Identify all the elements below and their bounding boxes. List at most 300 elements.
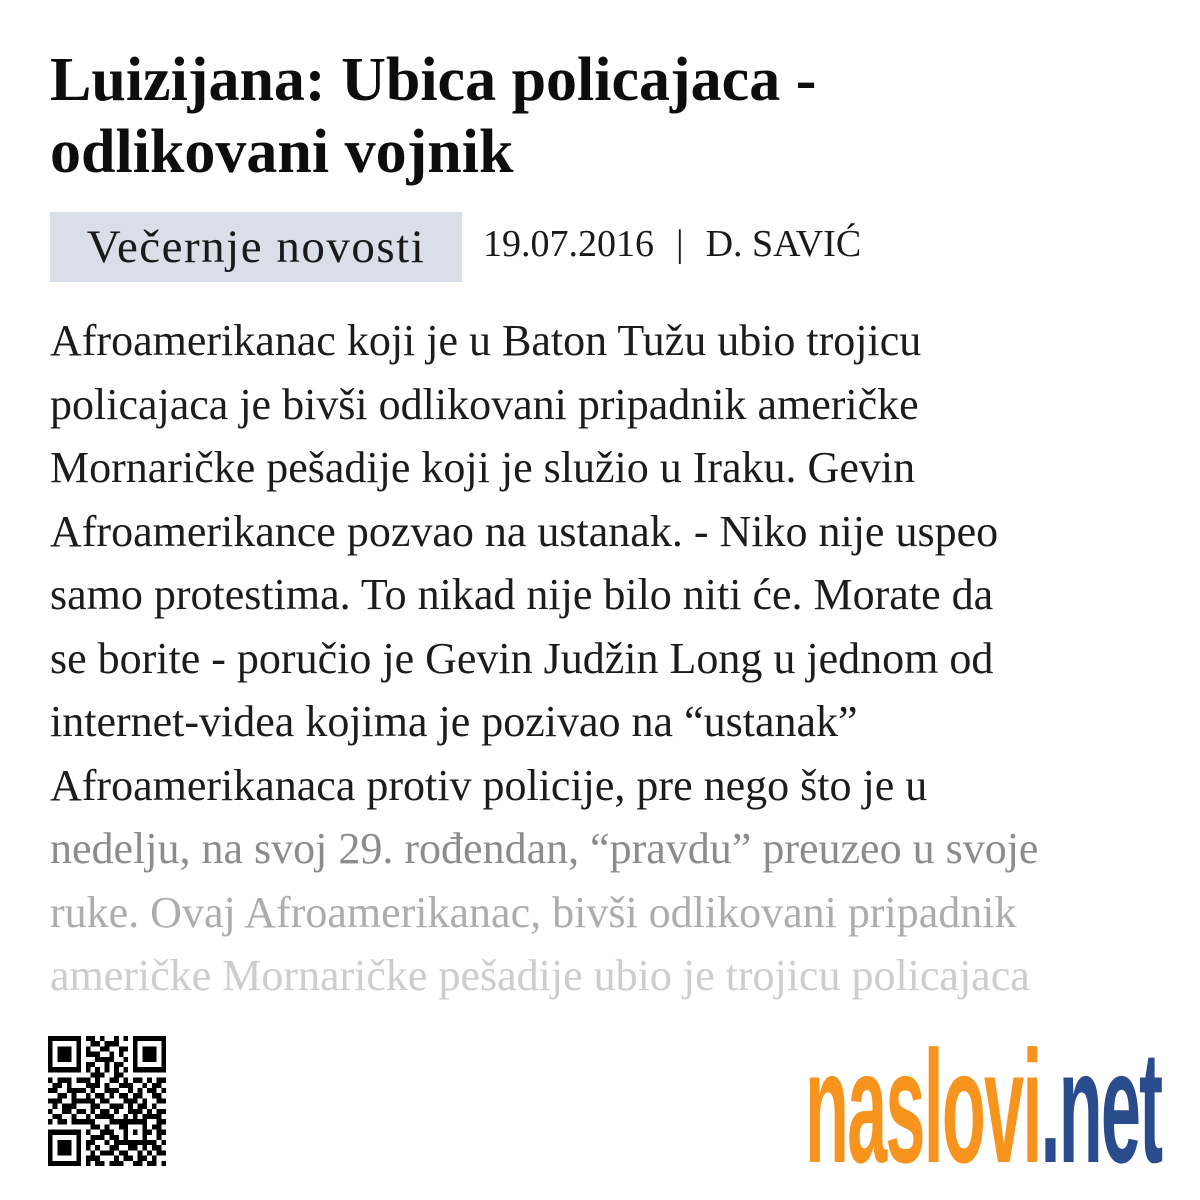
qr-module xyxy=(142,1156,147,1161)
qr-module xyxy=(133,1145,138,1150)
qr-module xyxy=(147,1150,152,1155)
qr-module xyxy=(95,1145,100,1150)
qr-module xyxy=(95,1041,100,1046)
qr-module xyxy=(86,1119,91,1124)
qr-module xyxy=(142,1046,147,1051)
qr-module xyxy=(86,1114,91,1119)
qr-module xyxy=(57,1057,62,1062)
qr-module xyxy=(105,1150,110,1155)
qr-module xyxy=(67,1036,72,1041)
qr-module xyxy=(90,1088,95,1093)
qr-module xyxy=(138,1078,143,1083)
qr-module xyxy=(109,1078,114,1083)
qr-module xyxy=(76,1046,81,1051)
qr-module xyxy=(57,1130,62,1135)
qr-module xyxy=(124,1057,129,1062)
qr-module xyxy=(72,1119,77,1124)
qr-module xyxy=(124,1156,129,1161)
qr-module xyxy=(62,1130,67,1135)
qr-module xyxy=(100,1135,105,1140)
qr-module xyxy=(138,1140,143,1145)
qr-module xyxy=(100,1036,105,1041)
qr-module xyxy=(138,1119,143,1124)
site-logo[interactable] xyxy=(805,1027,1175,1187)
qr-module xyxy=(147,1057,152,1062)
qr-module xyxy=(124,1083,129,1088)
qr-module xyxy=(100,1109,105,1114)
qr-module xyxy=(157,1067,162,1072)
qr-module xyxy=(133,1093,138,1098)
qr-module xyxy=(161,1062,166,1067)
body-line: nedelju, na svoj 29. rođendan, “pravdu” preuzeo u svoje xyxy=(50,824,1039,873)
qr-module xyxy=(138,1067,143,1072)
qr-module xyxy=(147,1078,152,1083)
logo-text-net: .net xyxy=(1040,1027,1162,1187)
qr-module xyxy=(124,1150,129,1155)
qr-module xyxy=(152,1156,157,1161)
qr-module xyxy=(86,1130,91,1135)
qr-module xyxy=(119,1104,124,1109)
qr-module xyxy=(48,1046,53,1051)
qr-module xyxy=(62,1150,67,1155)
qr-module xyxy=(142,1130,147,1135)
body-line: internet-videa kojima je pozivao na “ustanak” xyxy=(50,697,858,746)
qr-module xyxy=(124,1067,129,1072)
qr-module xyxy=(114,1088,119,1093)
qr-module xyxy=(76,1036,81,1041)
qr-module xyxy=(95,1156,100,1161)
qr-module xyxy=(90,1124,95,1129)
qr-module xyxy=(161,1130,166,1135)
qr-module xyxy=(147,1114,152,1119)
qr-module xyxy=(105,1109,110,1114)
qr-module xyxy=(48,1135,53,1140)
qr-module xyxy=(119,1083,124,1088)
qr-module xyxy=(109,1145,114,1150)
qr-code-icon xyxy=(48,1036,166,1166)
author-name: D. SAVIĆ xyxy=(705,223,862,265)
qr-module xyxy=(62,1093,67,1098)
qr-module xyxy=(133,1114,138,1119)
qr-module xyxy=(95,1093,100,1098)
qr-module xyxy=(161,1088,166,1093)
qr-module xyxy=(76,1078,81,1083)
qr-module xyxy=(100,1161,105,1166)
qr-module xyxy=(67,1067,72,1072)
qr-module xyxy=(109,1135,114,1140)
qr-module xyxy=(133,1036,138,1041)
qr-module xyxy=(86,1083,91,1088)
qr-module xyxy=(124,1124,129,1129)
qr-module xyxy=(53,1104,58,1109)
qr-module xyxy=(133,1078,138,1083)
qr-module xyxy=(76,1062,81,1067)
qr-module xyxy=(57,1114,62,1119)
qr-module xyxy=(48,1161,53,1166)
qr-module xyxy=(57,1093,62,1098)
body-line: ruke. Ovaj Afroamerikanac, bivši odlikovani pripadnik xyxy=(50,887,1017,937)
qr-module xyxy=(95,1052,100,1057)
qr-module xyxy=(100,1098,105,1103)
qr-module xyxy=(147,1052,152,1057)
qr-module xyxy=(72,1098,77,1103)
source-badge xyxy=(50,212,462,282)
qr-module xyxy=(62,1036,67,1041)
qr-module xyxy=(48,1098,53,1103)
article-headline xyxy=(50,44,816,188)
qr-module xyxy=(114,1145,119,1150)
qr-module xyxy=(142,1119,147,1124)
qr-module xyxy=(142,1140,147,1145)
qr-module xyxy=(48,1140,53,1145)
qr-module xyxy=(161,1140,166,1145)
qr-module xyxy=(161,1052,166,1057)
qr-module xyxy=(114,1104,119,1109)
qr-module xyxy=(152,1161,157,1166)
qr-module xyxy=(133,1140,138,1145)
qr-module xyxy=(86,1036,91,1041)
qr-module xyxy=(138,1088,143,1093)
qr-module xyxy=(76,1052,81,1057)
qr-module xyxy=(157,1124,162,1129)
qr-module xyxy=(57,1036,62,1041)
qr-module xyxy=(95,1083,100,1088)
qr-module xyxy=(109,1088,114,1093)
qr-module xyxy=(138,1150,143,1155)
qr-module xyxy=(157,1093,162,1098)
qr-module xyxy=(128,1083,133,1088)
qr-module xyxy=(119,1062,124,1067)
qr-module xyxy=(53,1114,58,1119)
qr-module xyxy=(86,1078,91,1083)
qr-module xyxy=(62,1145,67,1150)
qr-module xyxy=(128,1119,133,1124)
qr-module xyxy=(105,1057,110,1062)
qr-module xyxy=(152,1140,157,1145)
qr-module xyxy=(152,1114,157,1119)
qr-module xyxy=(128,1156,133,1161)
qr-module xyxy=(105,1124,110,1129)
qr-module xyxy=(72,1161,77,1166)
qr-module xyxy=(128,1109,133,1114)
qr-module xyxy=(114,1036,119,1041)
qr-module xyxy=(161,1098,166,1103)
qr-module xyxy=(95,1114,100,1119)
qr-module xyxy=(119,1119,124,1124)
qr-module xyxy=(67,1046,72,1051)
qr-module xyxy=(138,1104,143,1109)
qr-module xyxy=(157,1109,162,1114)
qr-module xyxy=(48,1078,53,1083)
publish-date: 19.07.2016 xyxy=(483,223,654,265)
qr-module xyxy=(114,1119,119,1124)
qr-module xyxy=(128,1088,133,1093)
qr-module xyxy=(100,1114,105,1119)
qr-module xyxy=(53,1067,58,1072)
qr-module xyxy=(157,1130,162,1135)
qr-module xyxy=(114,1109,119,1114)
qr-module xyxy=(62,1161,67,1166)
qr-module xyxy=(105,1098,110,1103)
qr-module xyxy=(76,1135,81,1140)
qr-module xyxy=(147,1140,152,1145)
qr-module xyxy=(138,1109,143,1114)
qr-module xyxy=(76,1088,81,1093)
qr-module xyxy=(138,1161,143,1166)
qr-module xyxy=(152,1088,157,1093)
qr-module xyxy=(161,1161,166,1166)
qr-module xyxy=(105,1083,110,1088)
qr-module xyxy=(90,1041,95,1046)
qr-module xyxy=(76,1140,81,1145)
qr-module xyxy=(48,1062,53,1067)
qr-module xyxy=(86,1052,91,1057)
qr-module xyxy=(72,1036,77,1041)
qr-module xyxy=(105,1114,110,1119)
qr-module xyxy=(67,1109,72,1114)
qr-module xyxy=(67,1130,72,1135)
qr-module xyxy=(161,1041,166,1046)
qr-module xyxy=(48,1109,53,1114)
qr-module xyxy=(62,1078,67,1083)
qr-module xyxy=(62,1052,67,1057)
qr-module xyxy=(147,1161,152,1166)
qr-module xyxy=(152,1046,157,1051)
qr-module xyxy=(119,1161,124,1166)
qr-module xyxy=(76,1156,81,1161)
qr-module xyxy=(124,1130,129,1135)
qr-module xyxy=(133,1130,138,1135)
qr-module xyxy=(62,1140,67,1145)
qr-module xyxy=(157,1036,162,1041)
qr-module xyxy=(76,1130,81,1135)
qr-module xyxy=(48,1067,53,1072)
qr-module xyxy=(142,1124,147,1129)
body-line: se borite - poručio je Gevin Judžin Long u jednom od xyxy=(50,633,994,683)
body-line: policajaca je bivši odlikovani pripadnik američke xyxy=(50,379,919,429)
qr-module xyxy=(157,1114,162,1119)
qr-module xyxy=(133,1067,138,1072)
qr-module xyxy=(128,1104,133,1109)
qr-module xyxy=(90,1072,95,1077)
qr-module xyxy=(109,1052,114,1057)
qr-module xyxy=(57,1140,62,1145)
qr-module xyxy=(138,1093,143,1098)
headline-line: Luizijana: Ubica policajaca - xyxy=(50,46,817,114)
qr-module xyxy=(114,1072,119,1077)
qr-module xyxy=(157,1119,162,1124)
qr-module xyxy=(100,1057,105,1062)
qr-module xyxy=(133,1057,138,1062)
qr-module xyxy=(100,1046,105,1051)
article-body xyxy=(50,309,1170,1008)
qr-module xyxy=(114,1156,119,1161)
qr-module xyxy=(53,1083,58,1088)
qr-module xyxy=(152,1124,157,1129)
qr-module xyxy=(161,1150,166,1155)
qr-module xyxy=(86,1067,91,1072)
qr-module xyxy=(86,1062,91,1067)
qr-module xyxy=(90,1098,95,1103)
qr-module xyxy=(119,1150,124,1155)
qr-module xyxy=(57,1067,62,1072)
qr-module xyxy=(67,1140,72,1145)
qr-module xyxy=(109,1130,114,1135)
qr-module xyxy=(48,1145,53,1150)
qr-module xyxy=(133,1119,138,1124)
qr-module xyxy=(48,1088,53,1093)
qr-module xyxy=(57,1046,62,1051)
qr-module xyxy=(109,1041,114,1046)
qr-module xyxy=(76,1145,81,1150)
qr-module xyxy=(76,1041,81,1046)
qr-module xyxy=(152,1104,157,1109)
qr-module xyxy=(138,1156,143,1161)
qr-module xyxy=(76,1161,81,1166)
qr-module xyxy=(72,1088,77,1093)
qr-module xyxy=(95,1104,100,1109)
qr-module xyxy=(161,1046,166,1051)
qr-module xyxy=(81,1098,86,1103)
qr-module xyxy=(90,1036,95,1041)
qr-module xyxy=(161,1119,166,1124)
qr-module xyxy=(62,1057,67,1062)
qr-module xyxy=(81,1109,86,1114)
qr-module xyxy=(133,1041,138,1046)
qr-module xyxy=(114,1135,119,1140)
body-line: Afroamerikanac koji je u Baton Tužu ubio trojicu xyxy=(50,316,922,365)
qr-module xyxy=(109,1119,114,1124)
qr-module xyxy=(157,1078,162,1083)
qr-module xyxy=(76,1150,81,1155)
qr-module xyxy=(62,1046,67,1051)
qr-module xyxy=(81,1088,86,1093)
qr-module xyxy=(119,1124,124,1129)
qr-module xyxy=(76,1098,81,1103)
qr-module xyxy=(142,1114,147,1119)
qr-module xyxy=(62,1104,67,1109)
qr-module xyxy=(53,1098,58,1103)
qr-module xyxy=(152,1052,157,1057)
qr-module xyxy=(48,1052,53,1057)
qr-module xyxy=(161,1109,166,1114)
qr-module xyxy=(152,1036,157,1041)
qr-module xyxy=(62,1119,67,1124)
qr-module xyxy=(152,1145,157,1150)
qr-module xyxy=(62,1067,67,1072)
qr-module xyxy=(109,1093,114,1098)
qr-module xyxy=(124,1078,129,1083)
qr-module xyxy=(124,1046,129,1051)
qr-module xyxy=(53,1161,58,1166)
qr-module xyxy=(57,1161,62,1166)
qr-module xyxy=(67,1104,72,1109)
qr-module xyxy=(119,1046,124,1051)
qr-module xyxy=(86,1046,91,1051)
body-line: Mornaričke pešadije koji je služio u Iraku. Gevin xyxy=(50,443,916,492)
qr-module xyxy=(72,1104,77,1109)
qr-module xyxy=(48,1130,53,1135)
headline-line: odlikovani vojnik xyxy=(50,118,514,186)
qr-module xyxy=(90,1062,95,1067)
qr-module xyxy=(90,1150,95,1155)
qr-module xyxy=(81,1119,86,1124)
qr-module xyxy=(142,1067,147,1072)
qr-module xyxy=(142,1145,147,1150)
qr-module xyxy=(161,1078,166,1083)
qr-module xyxy=(109,1161,114,1166)
qr-module xyxy=(133,1052,138,1057)
qr-module xyxy=(90,1135,95,1140)
qr-module xyxy=(147,1109,152,1114)
qr-module xyxy=(57,1078,62,1083)
qr-module xyxy=(100,1093,105,1098)
qr-module xyxy=(147,1067,152,1072)
qr-module xyxy=(95,1161,100,1166)
qr-module xyxy=(95,1078,100,1083)
qr-module xyxy=(90,1052,95,1057)
qr-module xyxy=(142,1135,147,1140)
qr-module xyxy=(100,1150,105,1155)
qr-module xyxy=(62,1109,67,1114)
qr-module xyxy=(161,1036,166,1041)
qr-module xyxy=(76,1057,81,1062)
qr-module xyxy=(133,1161,138,1166)
qr-module xyxy=(161,1067,166,1072)
qr-module xyxy=(124,1036,129,1041)
qr-module xyxy=(48,1041,53,1046)
qr-module xyxy=(67,1161,72,1166)
qr-module xyxy=(152,1057,157,1062)
qr-module xyxy=(90,1109,95,1114)
qr-module xyxy=(86,1145,91,1150)
qr-module xyxy=(105,1062,110,1067)
qr-module xyxy=(86,1093,91,1098)
qr-module xyxy=(72,1093,77,1098)
qr-module xyxy=(48,1057,53,1062)
qr-module xyxy=(142,1104,147,1109)
qr-module xyxy=(57,1052,62,1057)
qr-module xyxy=(57,1098,62,1103)
qr-module xyxy=(95,1135,100,1140)
qr-module xyxy=(114,1062,119,1067)
logo-text-naslovi: naslovi xyxy=(805,1027,1041,1187)
qr-module xyxy=(142,1057,147,1062)
qr-module xyxy=(157,1145,162,1150)
qr-module xyxy=(147,1046,152,1051)
article-meta xyxy=(483,222,861,266)
qr-module xyxy=(114,1140,119,1145)
qr-module xyxy=(67,1078,72,1083)
body-line: Afroamerikanaca protiv policije, pre nego što je u xyxy=(50,760,928,810)
qr-module xyxy=(124,1098,129,1103)
qr-module xyxy=(142,1036,147,1041)
qr-module xyxy=(124,1135,129,1140)
qr-module xyxy=(67,1145,72,1150)
qr-module xyxy=(95,1067,100,1072)
qr-module xyxy=(147,1036,152,1041)
qr-module xyxy=(53,1036,58,1041)
qr-module xyxy=(90,1083,95,1088)
qr-module xyxy=(95,1124,100,1129)
qr-module xyxy=(109,1150,114,1155)
qr-module xyxy=(76,1119,81,1124)
qr-module xyxy=(105,1041,110,1046)
qr-module xyxy=(86,1140,91,1145)
body-line: samo protestima. To nikad nije bilo niti će. Morate da xyxy=(50,570,994,619)
qr-module xyxy=(114,1067,119,1072)
qr-module xyxy=(72,1067,77,1072)
